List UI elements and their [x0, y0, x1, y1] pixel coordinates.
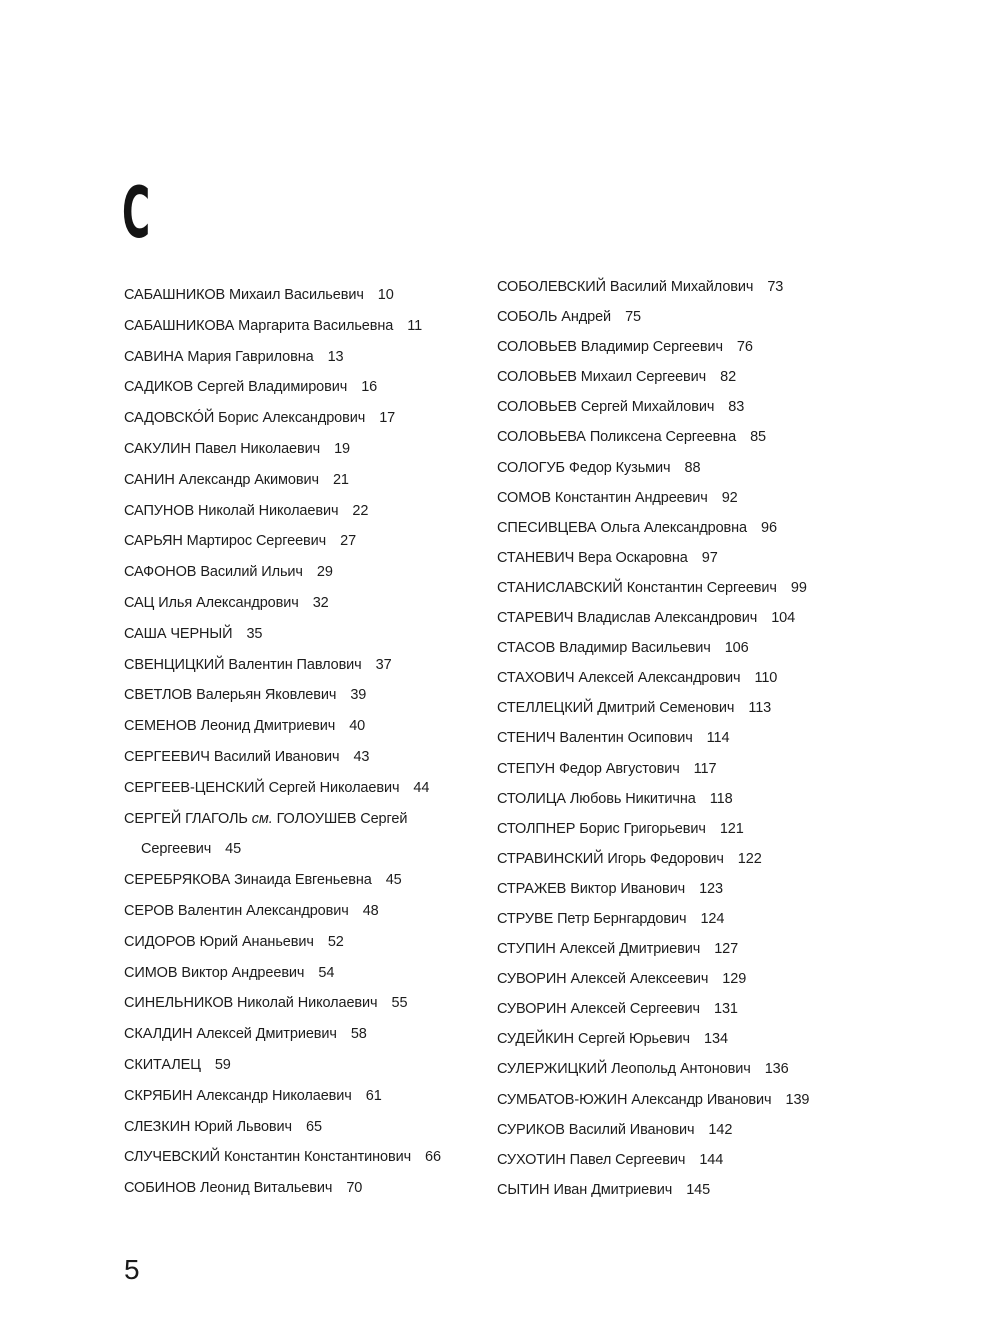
index-entry[interactable] [124, 1112, 494, 1143]
entry-surname: СЕРОВ [124, 902, 174, 919]
index-entry[interactable] [497, 392, 877, 422]
index-entry-cross-reference[interactable] [124, 804, 494, 866]
entry-surname: СТАРЕВИЧ [497, 610, 574, 627]
entry-page-number: 123 [699, 880, 723, 897]
entry-given-name: Поликсена Сергеевна [589, 429, 737, 446]
entry-given-name: Иван Дмитриевич [553, 1181, 673, 1198]
entry-surname: СУЛЕРЖИЦКИЙ [497, 1061, 608, 1078]
entry-surname: СТРАЖЕВ [497, 880, 567, 897]
entry-page-number: 48 [362, 902, 379, 919]
index-entry[interactable] [124, 619, 494, 650]
entry-surname: СКРЯБИН [124, 1087, 193, 1104]
index-entry[interactable] [497, 362, 877, 392]
entry-surname: СИМОВ [124, 964, 178, 981]
entry-given-name: Виктор Андреевич [181, 964, 305, 981]
entry-surname: САФОНОВ [124, 564, 197, 581]
index-entry[interactable] [124, 1050, 494, 1081]
index-entry[interactable] [124, 1142, 494, 1173]
index-entry[interactable] [124, 1019, 494, 1050]
entry-given-name: Любовь Никитична [569, 790, 696, 807]
entry-given-name: Сергей Юрьевич [577, 1031, 691, 1048]
entry-page-number: 52 [327, 933, 344, 950]
entry-surname: СОЛОВЬЕВА [497, 429, 586, 446]
entry-page-number: 73 [767, 279, 784, 295]
entry-given-name: Василий Иванович [568, 1121, 695, 1138]
entry-surname: СКИТАЛЕЦ [124, 1056, 201, 1073]
entry-page-number: 13 [327, 348, 344, 365]
entry-surname: СТАСОВ [497, 640, 556, 657]
index-entry[interactable] [497, 723, 877, 753]
index-entry[interactable] [497, 332, 877, 362]
index-entry[interactable] [124, 742, 494, 773]
entry-page-number: 82 [720, 369, 737, 386]
entry-page-number: 88 [684, 459, 701, 476]
entry-page-number: 11 [407, 317, 423, 334]
entry-page-number: 136 [764, 1061, 789, 1078]
entry-given-name: Сергей Владимирович [197, 379, 348, 396]
index-entry[interactable] [124, 680, 494, 711]
index-entry[interactable] [497, 934, 877, 964]
index-entry[interactable] [497, 784, 877, 814]
entry-surname: САНИН [124, 471, 175, 488]
entry-given-name: Алексей Дмитриевич [196, 1026, 337, 1043]
index-entry[interactable] [497, 874, 877, 904]
index-entry[interactable] [124, 342, 494, 373]
index-entry[interactable] [124, 865, 494, 896]
index-entry[interactable] [497, 1175, 877, 1205]
index-entry[interactable] [124, 403, 494, 434]
entry-given-name: Борис Григорьевич [579, 820, 706, 837]
entry-surname: СЛЕЗКИН [124, 1118, 191, 1135]
entry-page-number: 97 [701, 549, 718, 566]
entry-surname: СЕРЕБРЯКОВА [124, 872, 231, 889]
index-column-right [497, 272, 877, 1205]
entry-given-name: Маргарита Васильевна [238, 317, 394, 334]
entry-page-number: 58 [350, 1026, 367, 1043]
entry-page-number: 17 [379, 410, 396, 427]
entry-surname: СУРИКОВ [497, 1121, 565, 1138]
entry-given-name: Константин Сергеевич [626, 579, 777, 596]
index-entry[interactable] [124, 526, 494, 557]
index-entry[interactable] [124, 927, 494, 958]
index-entry[interactable] [497, 754, 877, 784]
index-entry[interactable] [497, 693, 877, 723]
entry-given-name: Михаил Васильевич [229, 287, 364, 303]
entry-page-number: 83 [728, 399, 745, 416]
entry-given-name: Зинаида Евгеньевна [234, 872, 372, 889]
entry-surname: СТУПИН [497, 941, 556, 958]
entry-surname: СУВОРИН [497, 1001, 567, 1018]
entry-surname: СОМОВ [497, 489, 551, 506]
entry-given-name: Вера Оскаровна [578, 549, 688, 566]
entry-page-number: 122 [737, 850, 762, 867]
entry-given-name: Леопольд Антонович [611, 1061, 751, 1078]
entry-surname: СЛУЧЕВСКИЙ [124, 1149, 221, 1166]
entry-page-number: 127 [714, 941, 739, 958]
entry-given-name: Владимир Сергеевич [580, 339, 723, 356]
entry-page-number: 70 [346, 1180, 363, 1197]
entry-surname: САПУНОВ [124, 502, 195, 519]
index-entry[interactable] [497, 814, 877, 844]
entry-page-number: 117 [693, 760, 717, 777]
index-entry[interactable] [124, 1173, 494, 1204]
entry-given-name: Алексей Сергеевич [570, 1001, 700, 1018]
entry-given-name: Мартирос Сергеевич [186, 533, 327, 550]
index-entry[interactable] [497, 272, 877, 302]
index-entry[interactable] [497, 1115, 877, 1145]
entry-given-name: Сергей Николаевич [268, 779, 400, 796]
entry-given-name: Александр Акимович [178, 471, 319, 488]
entry-given-name: Илья Александрович [158, 594, 299, 611]
index-entry[interactable] [124, 311, 494, 342]
index-entry[interactable] [497, 994, 877, 1024]
index-entry[interactable] [124, 1081, 494, 1112]
entry-page-number: 10 [377, 287, 394, 303]
entry-page-number: 121 [719, 820, 744, 837]
index-entry[interactable] [124, 650, 494, 681]
entry-surname: СОБОЛЕВСКИЙ [497, 279, 606, 295]
entry-page-number: 35 [246, 625, 263, 642]
entry-given-name: Алексей Алексеевич [570, 971, 709, 988]
entry-given-name: Василий Ильич [200, 564, 303, 581]
entry-surname: СКАЛДИН [124, 1026, 193, 1043]
entry-surname: СЫТИН [497, 1181, 550, 1198]
index-entry[interactable] [497, 1024, 877, 1054]
entry-page-number: 65 [305, 1118, 322, 1135]
entry-given-name: Николай Николаевич [197, 502, 339, 519]
entry-surname: САБАШНИКОВ [124, 287, 226, 303]
index-entry[interactable] [497, 453, 877, 483]
entry-given-name: Валентин Осипович [559, 730, 693, 747]
entry-page-number: 43 [353, 748, 370, 765]
index-entry[interactable] [497, 663, 877, 693]
index-entry[interactable] [497, 483, 877, 513]
entry-page-number: 40 [349, 718, 366, 735]
index-entry[interactable] [124, 988, 494, 1019]
entry-given-name: Валерьян Яковлевич [196, 687, 337, 704]
entry-given-name: Валентин Павлович [228, 656, 362, 673]
entry-given-name: Юрий Ананьевич [199, 933, 314, 950]
entry-given-name: Юрий Львович [194, 1118, 292, 1135]
entry-page-number: 113 [748, 700, 772, 717]
section-letter-heading: С [122, 172, 151, 254]
index-entry[interactable] [497, 844, 877, 874]
entry-given-name: Сергей Михайлович [580, 399, 715, 416]
entry-given-name: Константин Константинович [223, 1149, 412, 1166]
entry-surname: СТРУВЕ [497, 910, 554, 927]
see-reference-marker: см. [251, 810, 273, 827]
entry-given-name: Андрей [561, 309, 612, 326]
entry-page-number: 37 [375, 656, 392, 673]
entry-surname: СОЛОВЬЕВ [497, 369, 577, 386]
entry-surname: СУХОТИН [497, 1151, 566, 1168]
index-entry[interactable] [497, 1145, 877, 1175]
entry-surname: СТОЛПНЕР [497, 820, 576, 837]
entry-given-name: Мария Гавриловна [187, 348, 314, 365]
entry-page-number: 19 [334, 440, 351, 457]
entry-page-number: 76 [736, 339, 753, 356]
cross-reference-target: ГОЛОУШЕВ Сергей [276, 810, 408, 827]
entry-given-name: Павел Сергеевич [569, 1151, 686, 1168]
entry-surname: СЕРГЕЕВ-ЦЕНСКИЙ [124, 779, 265, 796]
entry-surname: СОЛОГУБ [497, 459, 565, 476]
entry-surname: СТЕНИЧ [497, 730, 556, 747]
entry-page-number: 124 [700, 910, 725, 927]
entry-surname: СТРАВИНСКИЙ [497, 850, 604, 867]
entry-surname: СОБИНОВ [124, 1180, 197, 1197]
entry-surname: СУДЕЙКИН [497, 1031, 575, 1048]
entry-surname: СИНЕЛЬНИКОВ [124, 995, 234, 1012]
index-entry[interactable] [497, 1085, 877, 1115]
entry-given-name: Федор Кузьмич [568, 459, 671, 476]
index-entry[interactable] [124, 773, 494, 804]
entry-page-number: 118 [709, 790, 733, 807]
entry-surname: СЕРГЕЙ ГЛАГОЛЬ [124, 810, 248, 827]
index-column-left [124, 280, 494, 1204]
entry-page-number: 139 [785, 1091, 810, 1108]
entry-surname: СТЕПУН [497, 760, 556, 777]
entry-given-name: Николай Николаевич [237, 995, 378, 1012]
entry-surname: СОЛОВЬЕВ [497, 339, 577, 356]
index-entry[interactable] [124, 958, 494, 989]
entry-given-name: Дмитрий Семенович [597, 700, 735, 717]
entry-page-number: 96 [761, 519, 777, 536]
entry-page-number: 29 [316, 564, 333, 581]
index-entry[interactable] [124, 465, 494, 496]
entry-surname: СТОЛИЦА [497, 790, 566, 807]
entry-page-number: 54 [318, 964, 335, 981]
entry-surname: САЦ [124, 594, 155, 611]
entry-surname: СПЕСИВЦЕВА [497, 519, 597, 536]
entry-page-number: 59 [214, 1056, 231, 1073]
entry-given-name: Борис Александрович [218, 410, 366, 427]
index-entry[interactable] [497, 1054, 877, 1084]
entry-given-name: Михаил Сергеевич [580, 369, 707, 386]
entry-surname: САКУЛИН [124, 440, 191, 457]
entry-given-name: Василий Михайлович [609, 279, 754, 295]
entry-surname: СТЕЛЛЕЦКИЙ [497, 700, 594, 717]
entry-page-number: 27 [340, 533, 357, 550]
index-entry[interactable] [124, 280, 494, 311]
entry-page-number: 92 [721, 489, 738, 506]
index-entry[interactable] [497, 573, 877, 603]
index-entry[interactable] [497, 422, 877, 452]
entry-page-number: 145 [686, 1181, 711, 1198]
entry-page-number: 45 [385, 872, 402, 889]
entry-given-name: Леонид Дмитриевич [200, 718, 336, 735]
entry-given-name: Игорь Федорович [607, 850, 724, 867]
index-entry[interactable] [124, 588, 494, 619]
index-entry[interactable] [497, 543, 877, 573]
cross-reference-continuation: Сергеевич [141, 841, 212, 858]
entry-given-name: Александр Иванович [631, 1091, 772, 1108]
entry-surname: СИДОРОВ [124, 933, 196, 950]
entry-page-number: 22 [352, 502, 369, 519]
entry-surname: САША ЧЕРНЫЙ [124, 625, 233, 642]
entry-page-number: 129 [722, 971, 747, 988]
index-entry[interactable] [497, 904, 877, 934]
entry-surname: САРЬЯН [124, 533, 183, 550]
entry-surname: САБАШНИКОВА [124, 317, 235, 334]
entry-page-number: 21 [332, 471, 349, 488]
entry-surname: СТАНИСЛАВСКИЙ [497, 579, 623, 596]
index-entry[interactable] [124, 557, 494, 588]
entry-surname: САВИНА [124, 348, 184, 365]
entry-given-name: Петр Бернгардович [557, 910, 687, 927]
entry-given-name: Леонид Витальевич [200, 1180, 333, 1197]
index-entry[interactable] [124, 896, 494, 927]
entry-given-name: Ольга Александровна [600, 519, 748, 536]
entry-page-number: 142 [708, 1121, 733, 1138]
entry-given-name: Константин Андреевич [554, 489, 708, 506]
entry-given-name: Василий Иванович [213, 748, 340, 765]
entry-page-number: 144 [699, 1151, 724, 1168]
entry-page-number: 134 [704, 1031, 728, 1048]
index-entry[interactable] [124, 711, 494, 742]
entry-surname: СЕМЕНОВ [124, 718, 197, 735]
entry-page-number: 44 [413, 779, 430, 796]
entry-given-name: Павел Николаевич [194, 440, 321, 457]
entry-given-name: Алексей Александрович [578, 670, 741, 687]
entry-surname: СУМБАТОВ-ЮЖИН [497, 1091, 628, 1108]
entry-page-number: 39 [350, 687, 367, 704]
entry-page-number: 110 [754, 670, 778, 687]
entry-page-number: 66 [425, 1149, 441, 1166]
index-entry[interactable] [497, 603, 877, 633]
entry-page-number: 45 [225, 841, 242, 858]
entry-surname: САДОВСКО́Й [124, 410, 215, 427]
index-entry[interactable] [124, 372, 494, 403]
entry-page-number: 114 [706, 730, 730, 747]
entry-surname: СВЕТЛОВ [124, 687, 193, 704]
entry-surname: СОБОЛЬ [497, 309, 558, 326]
entry-given-name: Александр Николаевич [196, 1087, 352, 1104]
entry-page-number: 32 [312, 594, 329, 611]
entry-page-number: 61 [365, 1087, 382, 1104]
entry-given-name: Виктор Иванович [570, 880, 686, 897]
entry-given-name: Владислав Александрович [577, 610, 758, 627]
entry-surname: САДИКОВ [124, 379, 194, 396]
index-entry[interactable] [124, 434, 494, 465]
entry-page-number: 85 [750, 429, 766, 446]
entry-page-number: 16 [361, 379, 378, 396]
entry-surname: СЕРГЕЕВИЧ [124, 748, 210, 765]
index-entry[interactable] [497, 513, 877, 543]
entry-given-name: Валентин Александрович [177, 902, 349, 919]
page-number: 5 [124, 1254, 140, 1285]
index-entry[interactable] [497, 302, 877, 332]
entry-given-name: Владимир Васильевич [559, 640, 711, 657]
index-entry[interactable] [497, 633, 877, 663]
entry-surname: СТАНЕВИЧ [497, 549, 575, 566]
entry-surname: СУВОРИН [497, 971, 567, 988]
entry-surname: СОЛОВЬЕВ [497, 399, 577, 416]
entry-given-name: Федор Августович [558, 760, 680, 777]
entry-page-number: 106 [724, 640, 749, 657]
entry-surname: СТАХОВИЧ [497, 670, 575, 687]
entry-surname: СВЕНЦИЦКИЙ [124, 656, 225, 673]
index-entry[interactable] [497, 964, 877, 994]
entry-given-name: Алексей Дмитриевич [559, 941, 701, 958]
entry-page-number: 131 [714, 1001, 738, 1018]
entry-page-number: 75 [625, 309, 641, 326]
entry-page-number: 104 [771, 610, 796, 627]
entry-page-number: 99 [790, 579, 807, 596]
entry-page-number: 55 [391, 995, 408, 1012]
index-entry[interactable] [124, 496, 494, 527]
